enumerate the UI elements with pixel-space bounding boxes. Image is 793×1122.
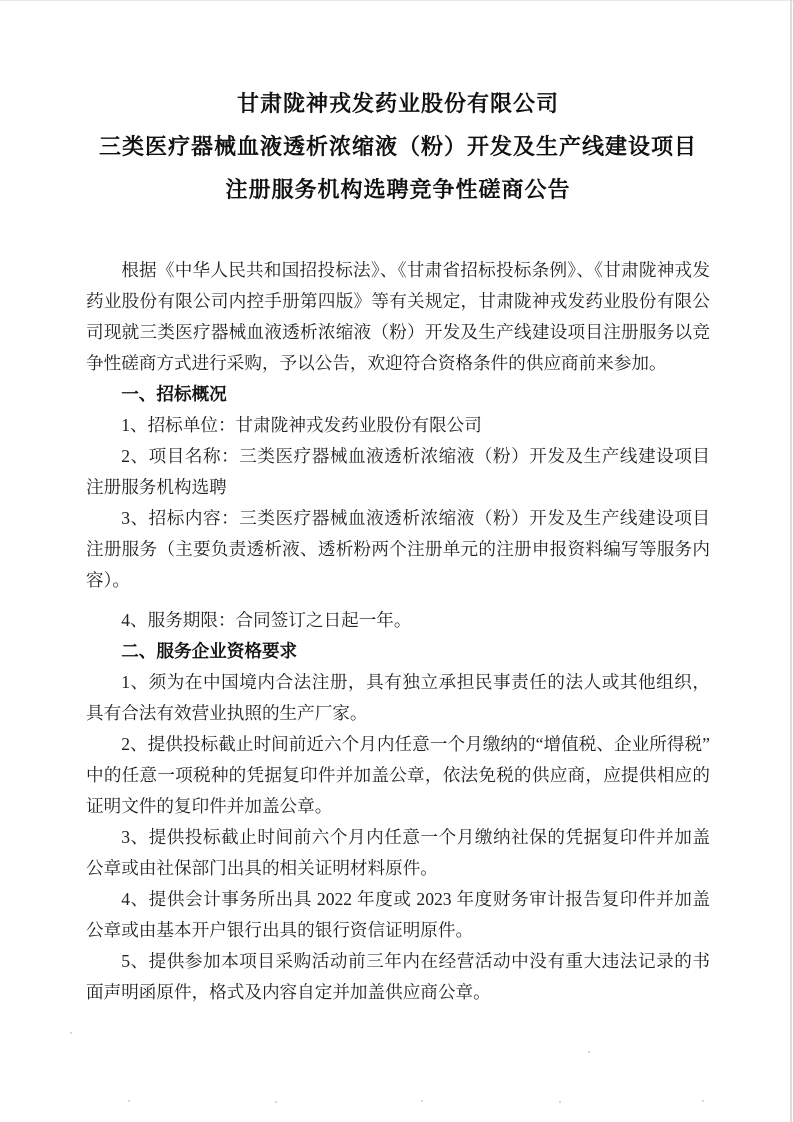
scan-speck [70, 1032, 72, 1034]
title-line-project: 三类医疗器械血液透析浓缩液（粉）开发及生产线建设项目 [98, 134, 697, 159]
scan-top-edge [0, 0, 793, 1]
scan-speck [559, 1101, 561, 1103]
scan-speck [128, 1100, 130, 1102]
section2-item-audit-report: 4、提供会计事务所出具 2022 年度或 2023 年度财务审计报告复印件并加盖公章或由基本开户银行出具的银行资信证明原件。 [86, 889, 710, 940]
scan-speck [421, 1100, 423, 1102]
section2-item-tax-proof: 2、提供投标截止时间前近六个月内任意一个月缴纳的“增值税、企业所得税”中的任意一项税种的凭据复印件并加盖公章，依法免税的供应商，应提供相应的证明文件的复印件并加盖公章。 [86, 734, 710, 816]
title-line-announcement: 注册服务机构选聘竞争性磋商公告 [225, 177, 571, 202]
document-title [86, 82, 710, 211]
document-body [86, 255, 710, 1008]
section1-item-tender-unit: 1、招标单位：甘肃陇神戎发药业股份有限公司 [121, 415, 482, 435]
intro-paragraph: 根据《中华人民共和国招投标法》、《甘肃省招标投标条例》、《甘肃陇神戎发药业股份有限公司内控手册第四版》等有关规定，甘肃陇神戎发药业股份有限公司现就三类医疗器械血液透析浓缩液（粉）开发及生产线建设项目注册服务以竞争性磋商方式进行采购，予以公告，欢迎符合资格条件的供应商前来参加。 [86, 260, 710, 373]
scan-right-edge [790, 0, 792, 1122]
section2-item-legal-registration: 1、须为在中国境内合法注册，具有独立承担民事责任的法人或其他组织，具有合法有效营业执照的生产厂家。 [86, 672, 710, 723]
section1-item-tender-content: 3、招标内容：三类医疗器械血液透析浓缩液（粉）开发及生产线建设项目注册服务（主要负责透析液、透析粉两个注册单元的注册申报资料编写等服务内容）。 [86, 508, 710, 590]
document-content [86, 82, 710, 1008]
scan-speck [588, 1051, 590, 1053]
section2-item-no-violation-statement: 5、提供参加本项目采购活动前三年内在经营活动中没有重大违法记录的书面声明函原件，格式及内容自定并加盖供应商公章。 [86, 951, 710, 1002]
scan-speck [702, 1100, 704, 1102]
title-line-company: 甘肃陇神戎发药业股份有限公司 [236, 91, 559, 116]
section1-heading: 一、招标概况 [121, 384, 227, 404]
section1-item-service-period: 4、服务期限：合同签订之日起一年。 [121, 610, 412, 630]
scan-speck [275, 1101, 277, 1103]
section2-item-social-security-proof: 3、提供投标截止时间前六个月内任意一个月缴纳社保的凭据复印件并加盖公章或由社保部门出具的相关证明材料原件。 [86, 827, 710, 878]
section2-heading: 二、服务企业资格要求 [121, 641, 298, 661]
section1-item-project-name: 2、项目名称：三类医疗器械血液透析浓缩液（粉）开发及生产线建设项目注册服务机构选聘 [86, 446, 710, 497]
